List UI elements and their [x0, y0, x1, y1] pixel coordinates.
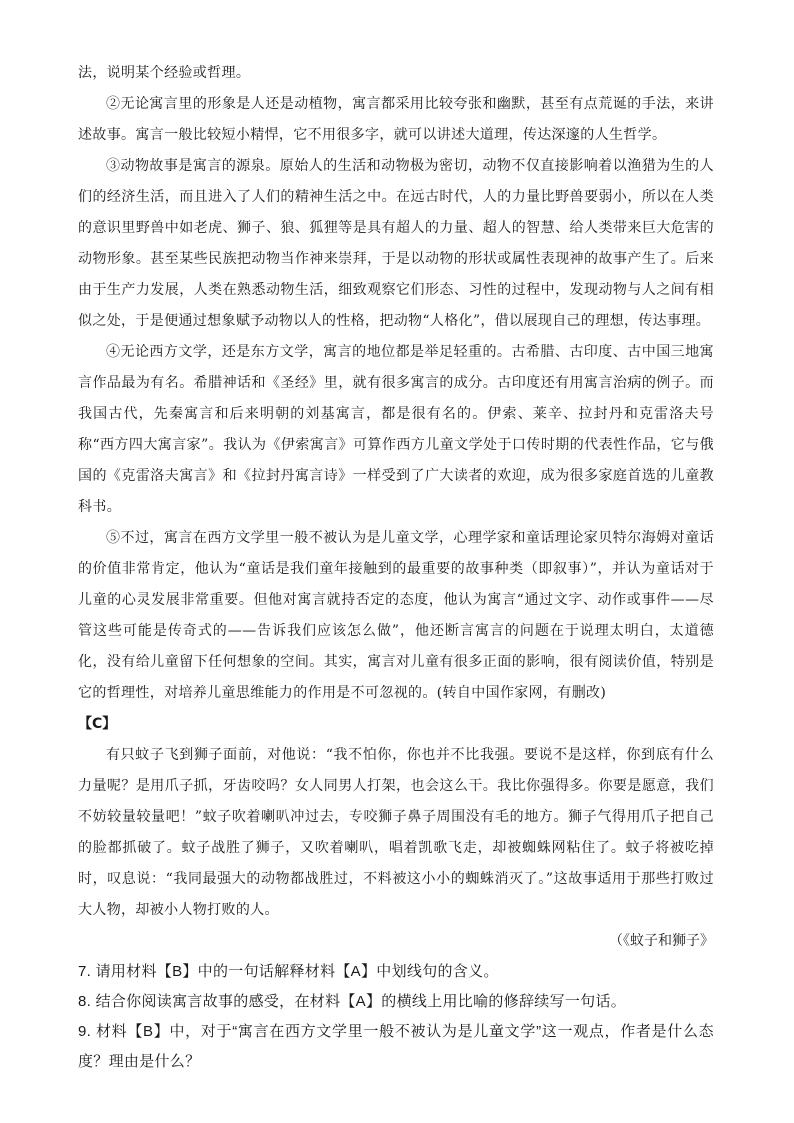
material-b-paragraph-2: ②无论寓言里的形象是人还是动植物，寓言都采用比较夸张和幽默，甚至有点荒诞的手法，来讲述故事。寓言一般比较短小精悍，它不用很多字，就可以讲述大道理，传达深邃的人生哲学。 — [78, 96, 714, 143]
material-c-label: 【C】 — [78, 716, 117, 732]
material-c-story: 有只蚊子飞到狮子面前，对他说：“我不怕你，你也并不比我强。要说不是这样，你到底有什么力量呢？是用爪子抓，牙齿咬吗？女人同男人打架，也会这么干。我比你强得多。你要是愿意，我们不妨较量较量吧！”蚊子吹着喇叭冲过去，专咬狮子鼻子周围没有毛的地方。狮子气得用爪子把自己的脸都抓破了。蚊子战胜了狮子，又吹着喇叭，唱着凯歌飞走，却被蜘蛛网粘住了。蚊子将被吃掉时，叹息说：“我同最强大的动物都战胜过，不料被这小小的蜘蛛消灭了。”这故事适用于那些打败过大人物，却被小人物打败的人。 — [78, 747, 714, 918]
question-7: 7. 请用材料【B】中的一句话解释材料【A】中划线句的含义。 — [78, 963, 499, 980]
material-b-paragraph-5: ⑤不过，寓言在西方文学里一般不被认为是儿童文学，心理学家和童话理论家贝特尔海姆对童话的价值非常肯定，他认为“童话是我们童年接触到的最重要的故事种类（即叙事）”，并认为童话对于儿童的心灵发展非常重要。但他对寓言就持否定的态度，他认为寓言“通过文字、动作或事件——尽管这些可能是传奇式的——告诉我们应该怎么做”，他还断言寓言的问题在于说理太明白，太道德化，没有给儿童留下任何想象的空间。其实，寓言对儿童有很多正面的影响，很有阅读价值，特别是它的哲理性，对培养儿童思维能力的作用是不可忽视的。(转自中国作家网，有删改) — [78, 530, 714, 701]
document-page — [78, 58, 714, 1077]
material-b-paragraph-3: ③动物故事是寓言的源泉。原始人的生活和动物极为密切，动物不仅直接影响着以渔猎为生的人们的经济生活，而且进入了人们的精神生活之中。在远古时代，人的力量比野兽要弱小，所以在人类的意识里野兽中如老虎、狮子、狼、狐狸等是具有超人的力量、超人的智慧、给人类带来巨大危害的动物形象。甚至某些民族把动物当作神来崇拜，于是以动物的形状或属性表现神的故事产生了。后来由于生产力发展，人类在熟悉动物生活，细致观察它们形态、习性的过程中，发现动物与人之间有相似之处，于是便通过想象赋予动物以人的性格，把动物“人格化”，借以展现自己的理想，传达事理。 — [78, 158, 714, 329]
question-8: 8. 结合你阅读寓言故事的感受，在材料【A】的横线上用比喻的修辞续写一句话。 — [78, 993, 627, 1010]
material-b-intro-tail: 法，说明某个经验或哲理。 — [78, 65, 251, 81]
material-b-paragraph-4: ④无论西方文学，还是东方文学，寓言的地位都是举足轻重的。古希腊、古印度、古中国三地寓言作品最为有名。希腊神话和《圣经》里，就有很多寓言的成分。古印度还有用寓言治病的例子。而我国古代，先秦寓言和后来明朝的刘基寓言，都是很有名的。伊索、莱辛、拉封丹和克雷洛夫号称“西方四大寓言家”。我认为《伊索寓言》可算作西方儿童文学处于口传时期的代表性作品，它与俄国的《克雷洛夫寓言》和《拉封丹寓言诗》一样受到了广大读者的欢迎，成为很多家庭首选的儿童教科书。 — [78, 344, 714, 515]
material-c-source: （《蚊子和狮子》 — [609, 934, 714, 949]
question-9: 9. 材料【B】中，对于“寓言在西方文学里一般不被认为是儿童文学”这一观点，作者是什么态度？理由是什么？ — [78, 1023, 714, 1070]
